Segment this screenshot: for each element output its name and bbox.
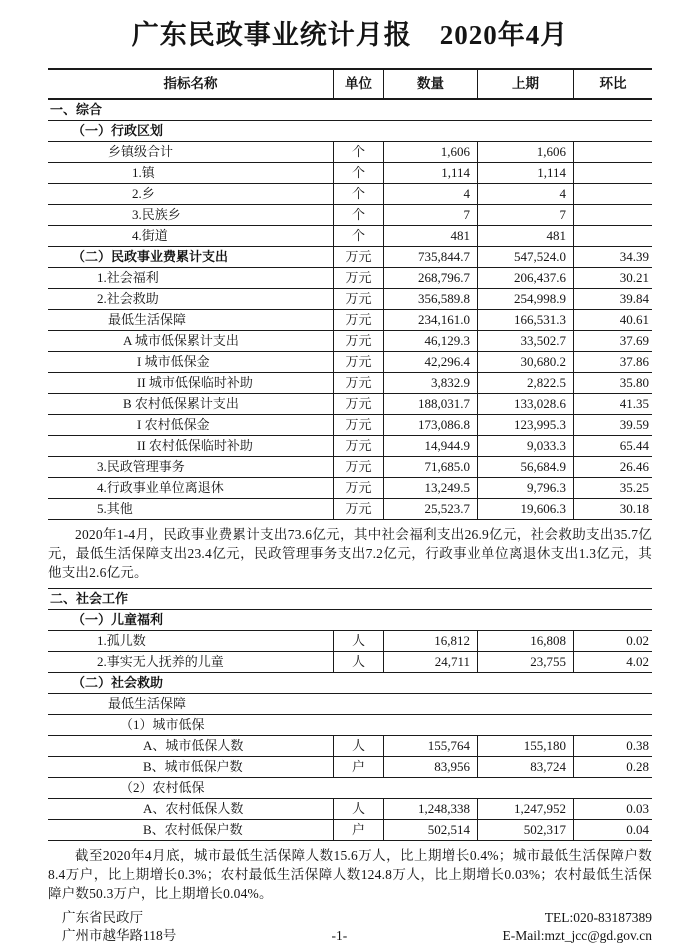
- row-unit: 户: [333, 757, 383, 777]
- row-quantity: 4: [383, 184, 477, 204]
- row-unit: 万元: [333, 394, 383, 414]
- row-label: 4.行政事业单位离退休: [97, 480, 224, 495]
- row-ratio: 37.69: [573, 331, 652, 351]
- row-quantity: 7: [383, 205, 477, 225]
- table-row: [48, 652, 652, 673]
- row-previous: 30,680.2: [477, 352, 573, 372]
- table-row: [48, 331, 652, 352]
- table-row: [48, 142, 652, 163]
- row-previous: 133,028.6: [477, 394, 573, 414]
- row-unit: 万元: [333, 457, 383, 477]
- row-quantity: 13,249.5: [383, 478, 477, 498]
- row-previous: 155,180: [477, 736, 573, 756]
- row-quantity: 24,711: [383, 652, 477, 672]
- row-label: A、城市低保人数: [143, 738, 244, 753]
- row-unit: 户: [333, 820, 383, 840]
- table-header-row: [48, 70, 652, 100]
- row-ratio: 37.86: [573, 352, 652, 372]
- footer-address: 广州市越华路118号: [62, 928, 177, 943]
- row-quantity: 173,086.8: [383, 415, 477, 435]
- table-row: [48, 499, 652, 520]
- section-row: [48, 100, 652, 121]
- table-row: [48, 205, 652, 226]
- row-label: II 城市低保临时补助: [137, 375, 253, 390]
- section-row: [48, 694, 652, 715]
- footer-org: 广东省民政厅: [62, 910, 143, 925]
- row-label: 2.事实无人抚养的儿童: [97, 654, 224, 669]
- row-label: 一、综合: [50, 102, 103, 117]
- row-unit: 个: [333, 184, 383, 204]
- row-unit: 万元: [333, 289, 383, 309]
- row-label: （1）城市低保: [120, 717, 205, 732]
- stats-table-social-work: [48, 588, 652, 841]
- table-row: [48, 736, 652, 757]
- table-row: [48, 373, 652, 394]
- row-unit: 万元: [333, 331, 383, 351]
- table-row: [48, 820, 652, 841]
- row-quantity: 83,956: [383, 757, 477, 777]
- page-title: 广东民政事业统计月报 2020年4月: [131, 20, 569, 50]
- row-quantity: 1,114: [383, 163, 477, 183]
- row-unit: 人: [333, 631, 383, 651]
- page-footer: [48, 909, 652, 945]
- row-label: A 城市低保累计支出: [123, 333, 239, 348]
- row-label: B、农村低保户数: [143, 822, 243, 837]
- column-header-ratio: 环比: [573, 70, 652, 98]
- table-row: [48, 631, 652, 652]
- table-row: [48, 268, 652, 289]
- footer-issuer-block: [48, 909, 176, 945]
- row-previous: 4: [477, 184, 573, 204]
- column-header-indicator: 指标名称: [163, 76, 218, 91]
- row-quantity: 1,248,338: [383, 799, 477, 819]
- row-label: I 农村低保金: [137, 417, 210, 432]
- row-quantity: 1,606: [383, 142, 477, 162]
- row-previous: 9,033.3: [477, 436, 573, 456]
- row-ratio: 30.18: [573, 499, 652, 519]
- table-body-general: [48, 100, 652, 520]
- row-unit: 个: [333, 226, 383, 246]
- table-row: [48, 226, 652, 247]
- row-unit: 个: [333, 205, 383, 225]
- row-ratio: 0.38: [573, 736, 652, 756]
- row-unit: 万元: [333, 310, 383, 330]
- table-body-social-work: [48, 589, 652, 841]
- row-label: 1.镇: [132, 165, 155, 180]
- row-previous: 56,684.9: [477, 457, 573, 477]
- row-ratio: 39.84: [573, 289, 652, 309]
- row-ratio: 34.39: [573, 247, 652, 267]
- row-label: 最低生活保障: [108, 312, 187, 327]
- column-header-previous: 上期: [477, 70, 573, 98]
- row-previous: 83,724: [477, 757, 573, 777]
- row-previous: 23,755: [477, 652, 573, 672]
- section-row: [48, 610, 652, 631]
- row-label: 1.社会福利: [97, 270, 159, 285]
- table-row: [48, 415, 652, 436]
- row-quantity: 71,685.0: [383, 457, 477, 477]
- row-ratio: 30.21: [573, 268, 652, 288]
- row-ratio: [573, 226, 652, 246]
- row-quantity: 25,523.7: [383, 499, 477, 519]
- row-unit: 人: [333, 799, 383, 819]
- row-previous: 19,606.3: [477, 499, 573, 519]
- row-ratio: 0.28: [573, 757, 652, 777]
- row-unit: 人: [333, 652, 383, 672]
- row-ratio: [573, 142, 652, 162]
- row-quantity: 16,812: [383, 631, 477, 651]
- row-quantity: 356,589.8: [383, 289, 477, 309]
- row-previous: 502,317: [477, 820, 573, 840]
- table-row: [48, 310, 652, 331]
- table-row: [48, 394, 652, 415]
- row-unit: 个: [333, 163, 383, 183]
- table-row: [48, 757, 652, 778]
- row-ratio: 0.03: [573, 799, 652, 819]
- row-unit: 万元: [333, 247, 383, 267]
- row-ratio: 26.46: [573, 457, 652, 477]
- row-label: B 农村低保累计支出: [123, 396, 239, 411]
- row-quantity: 481: [383, 226, 477, 246]
- table-row: [48, 289, 652, 310]
- row-unit: 人: [333, 736, 383, 756]
- row-previous: 1,114: [477, 163, 573, 183]
- row-quantity: 188,031.7: [383, 394, 477, 414]
- row-previous: 9,796.3: [477, 478, 573, 498]
- row-unit: 个: [333, 142, 383, 162]
- row-label: 二、社会工作: [50, 591, 129, 606]
- table-row: [48, 478, 652, 499]
- row-ratio: 4.02: [573, 652, 652, 672]
- row-ratio: 65.44: [573, 436, 652, 456]
- table-row: [48, 799, 652, 820]
- row-unit: 万元: [333, 352, 383, 372]
- row-ratio: 40.61: [573, 310, 652, 330]
- footer-tel: TEL:020-83187389: [544, 910, 652, 925]
- section-row: [48, 589, 652, 610]
- row-ratio: [573, 163, 652, 183]
- row-previous: 254,998.9: [477, 289, 573, 309]
- row-ratio: 0.02: [573, 631, 652, 651]
- summary-note-2: 截至2020年4月底，城市最低生活保障人数15.6万人，比上期增长0.4%；城市最低生活保障户数8.4万户，比上期增长0.3%；农村最低生活保障人数124.8万人，比上期增长0.03%；农村最低生活保障户数50.3万户，比上期增长0.04%。: [48, 848, 652, 901]
- row-previous: 206,437.6: [477, 268, 573, 288]
- row-quantity: 155,764: [383, 736, 477, 756]
- row-quantity: 42,296.4: [383, 352, 477, 372]
- footer-contact-block: [502, 909, 652, 945]
- row-previous: 1,606: [477, 142, 573, 162]
- section-row: [48, 715, 652, 736]
- row-label: （二）民政事业费累计支出: [72, 249, 229, 264]
- row-label: 3.民政管理事务: [97, 459, 185, 474]
- row-quantity: 3,832.9: [383, 373, 477, 393]
- row-quantity: 735,844.7: [383, 247, 477, 267]
- row-previous: 16,808: [477, 631, 573, 651]
- row-previous: 33,502.7: [477, 331, 573, 351]
- row-label: （一）行政区划: [72, 123, 164, 138]
- row-quantity: 234,161.0: [383, 310, 477, 330]
- table-row: [48, 163, 652, 184]
- footer-page-number: -1-: [331, 928, 348, 943]
- stats-table-general: [48, 68, 652, 520]
- row-ratio: 0.04: [573, 820, 652, 840]
- row-unit: 万元: [333, 268, 383, 288]
- row-previous: 1,247,952: [477, 799, 573, 819]
- table-row: [48, 352, 652, 373]
- row-quantity: 46,129.3: [383, 331, 477, 351]
- row-ratio: 39.59: [573, 415, 652, 435]
- row-previous: 123,995.3: [477, 415, 573, 435]
- section-row: [48, 778, 652, 799]
- row-unit: 万元: [333, 436, 383, 456]
- row-label: （2）农村低保: [120, 780, 205, 795]
- row-label: （一）儿童福利: [72, 612, 164, 627]
- row-ratio: 35.25: [573, 478, 652, 498]
- table-row: [48, 247, 652, 268]
- row-label: 乡镇级合计: [108, 144, 174, 159]
- row-unit: 万元: [333, 478, 383, 498]
- summary-note-1: 2020年1-4月，民政事业费累计支出73.6亿元，其中社会福利支出26.9亿元，社会救助支出35.7亿元，最低生活保障支出23.4亿元，民政管理事务支出7.2亿元，行政事业单位离退休支出1.3亿元，其他支出2.6亿元。: [48, 527, 652, 580]
- row-previous: 7: [477, 205, 573, 225]
- section-row: [48, 121, 652, 142]
- footer-email: E-Mail:mzt_jcc@gd.gov.cn: [502, 928, 652, 943]
- table-row: [48, 184, 652, 205]
- column-header-unit: 单位: [333, 70, 383, 98]
- row-unit: 万元: [333, 499, 383, 519]
- row-quantity: 14,944.9: [383, 436, 477, 456]
- table-row: [48, 457, 652, 478]
- row-quantity: 502,514: [383, 820, 477, 840]
- row-previous: 481: [477, 226, 573, 246]
- row-ratio: [573, 184, 652, 204]
- row-label: 2.社会救助: [97, 291, 159, 306]
- row-quantity: 268,796.7: [383, 268, 477, 288]
- row-label: 3.民族乡: [132, 207, 181, 222]
- table-row: [48, 436, 652, 457]
- row-label: I 城市低保金: [137, 354, 210, 369]
- row-unit: 万元: [333, 373, 383, 393]
- row-label: II 农村低保临时补助: [137, 438, 253, 453]
- row-label: A、农村低保人数: [143, 801, 244, 816]
- row-label: 5.其他: [97, 501, 133, 516]
- column-header-quantity: 数量: [383, 70, 477, 98]
- row-label: 1.孤儿数: [97, 633, 146, 648]
- row-ratio: [573, 205, 652, 225]
- section-row: [48, 673, 652, 694]
- row-previous: 166,531.3: [477, 310, 573, 330]
- row-label: 4.街道: [132, 228, 168, 243]
- row-label: （二）社会救助: [72, 675, 164, 690]
- row-unit: 万元: [333, 415, 383, 435]
- row-ratio: 35.80: [573, 373, 652, 393]
- row-ratio: 41.35: [573, 394, 652, 414]
- row-label: 2.乡: [132, 186, 155, 201]
- row-previous: 2,822.5: [477, 373, 573, 393]
- row-previous: 547,524.0: [477, 247, 573, 267]
- row-label: B、城市低保户数: [143, 759, 243, 774]
- row-label: 最低生活保障: [108, 696, 187, 711]
